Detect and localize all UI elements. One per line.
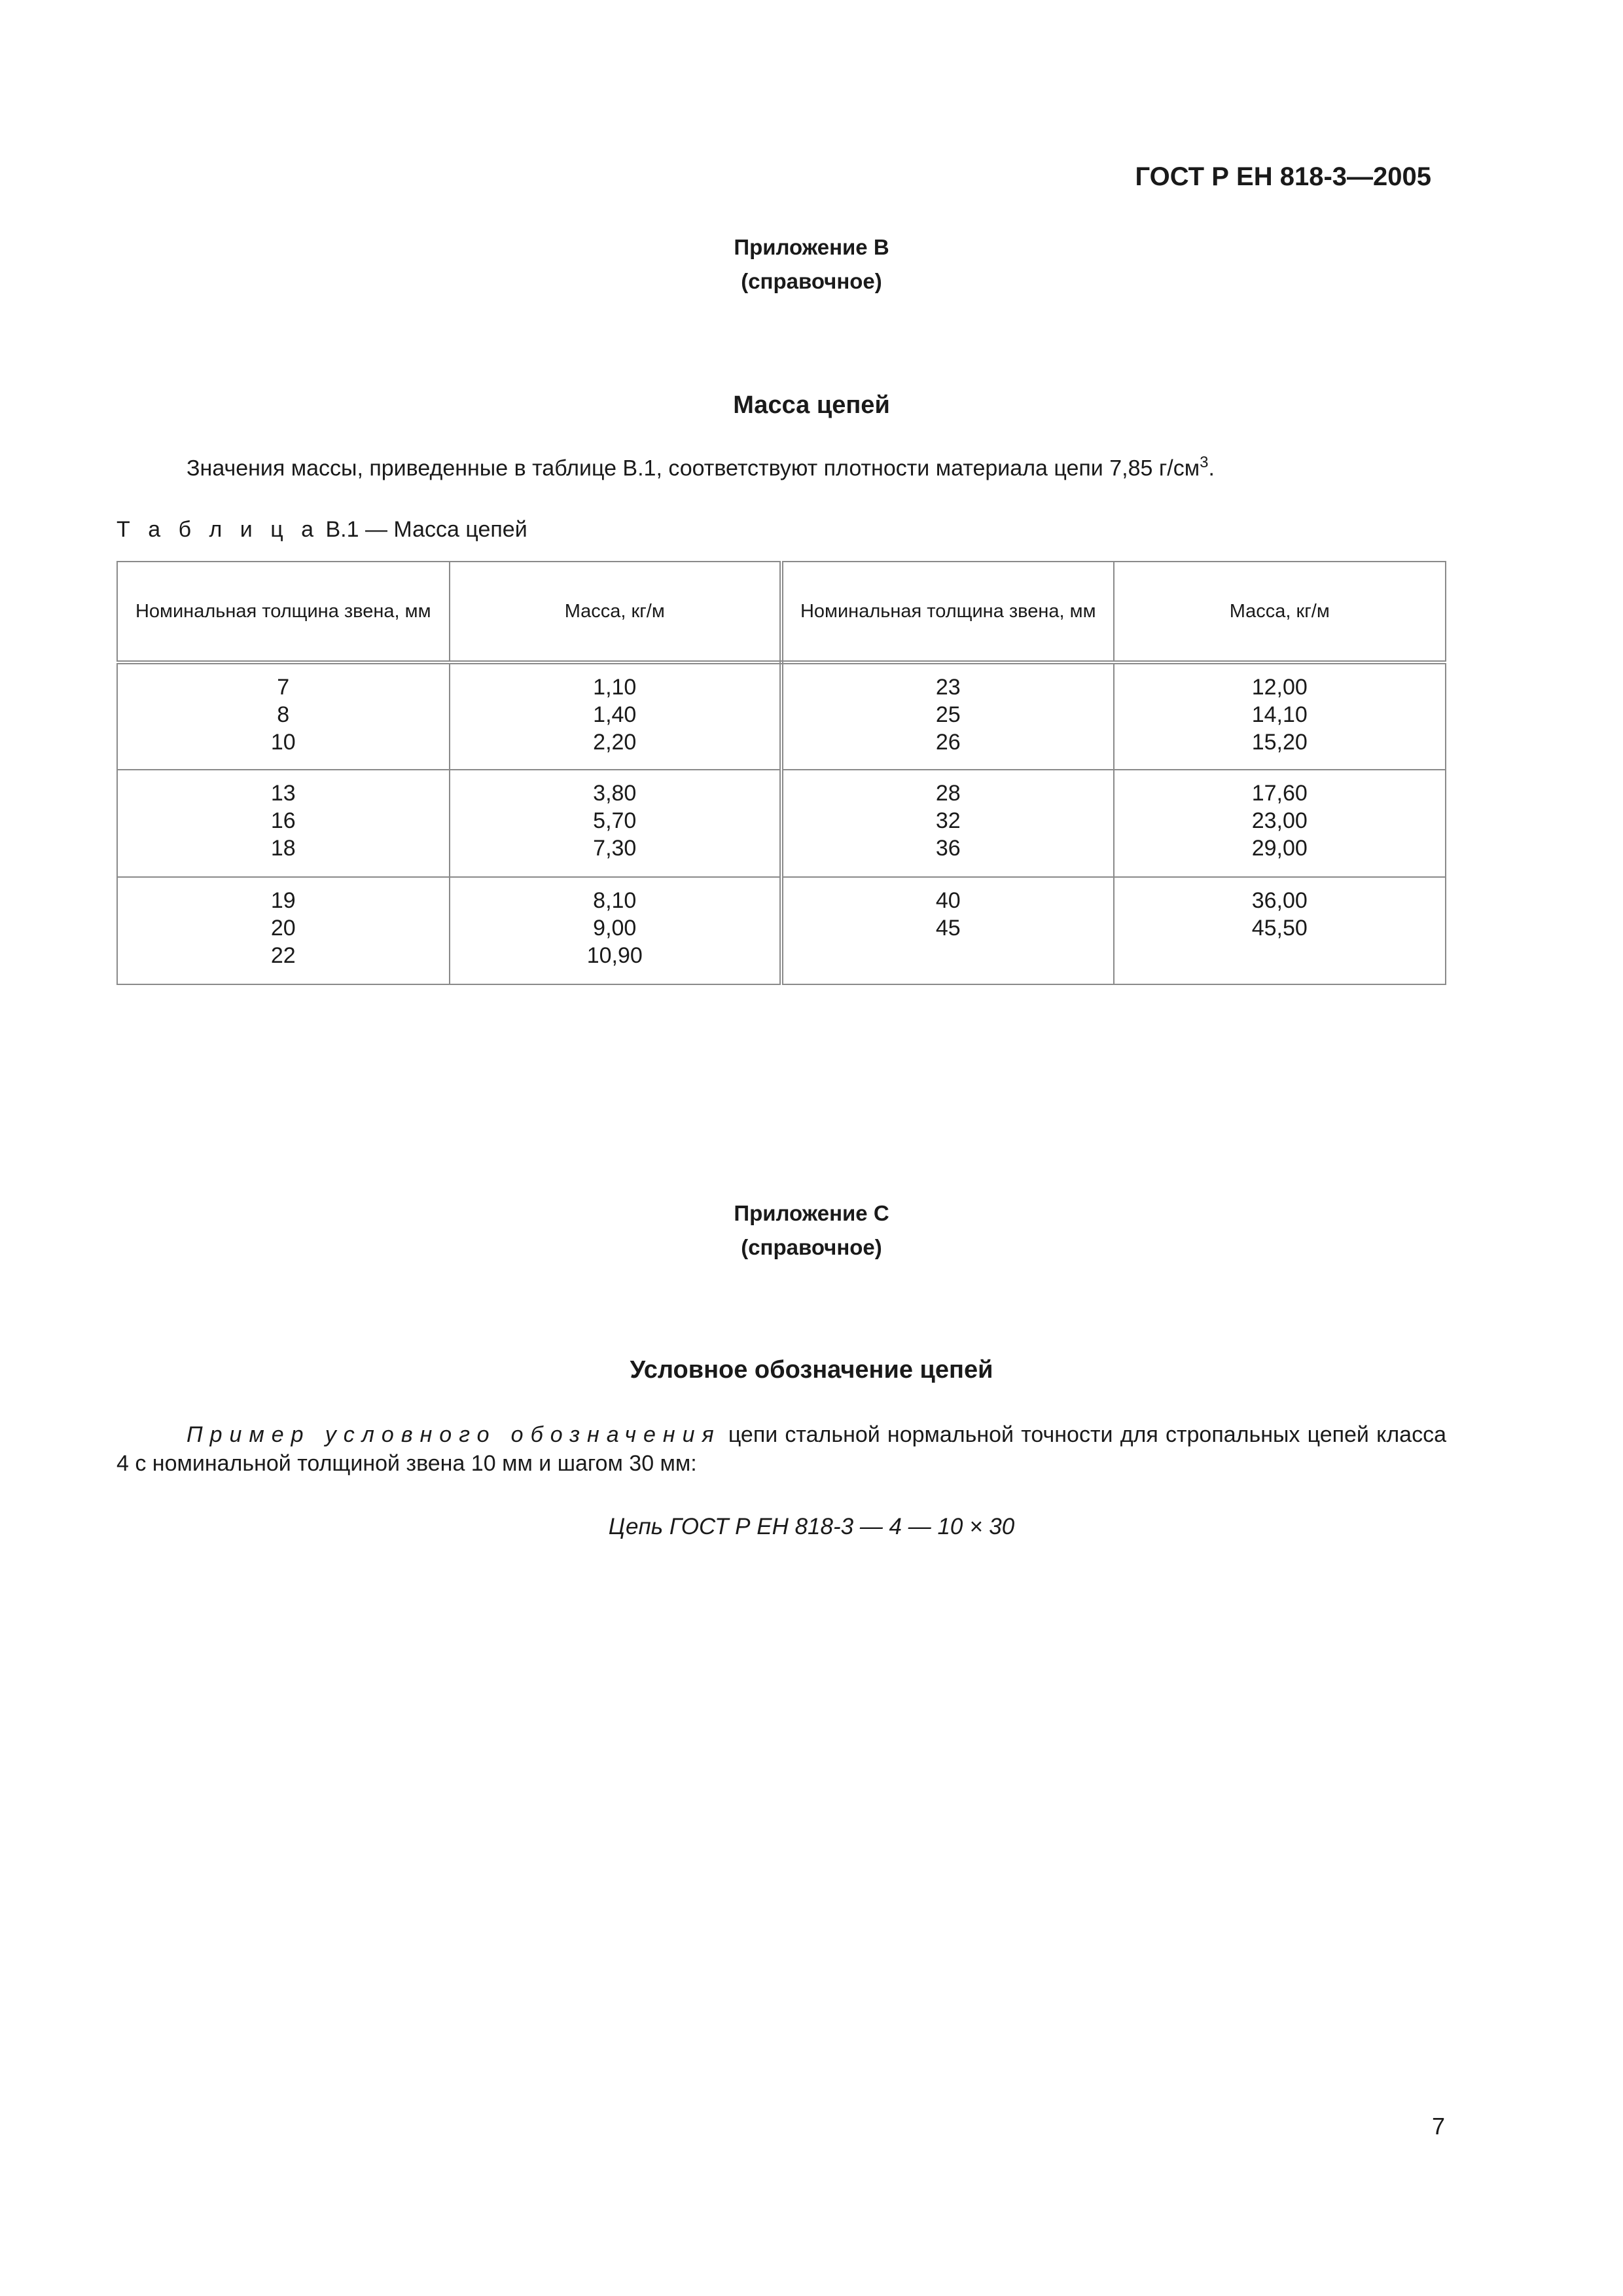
- header-mass-1: Масса, кг/м: [450, 562, 782, 662]
- intro-text: Значения массы, приведенные в таблице B.1, соответствуют плотности материала цепи 7,85 г/см: [187, 456, 1200, 481]
- thickness-1-cell: [117, 770, 450, 877]
- mass-1-cell: [450, 662, 782, 770]
- thickness-1-cell: [117, 877, 450, 984]
- header-thickness-1: Номинальная толщина звена, мм: [117, 562, 450, 662]
- intro-superscript: 3: [1200, 454, 1209, 471]
- table-row: [117, 877, 1446, 984]
- table-value: 7,30: [593, 836, 637, 861]
- table-value: 8,10: [593, 888, 637, 913]
- appendix-b-label: Приложение B: [734, 235, 889, 259]
- designation-formula: Цепь ГОСТ Р ЕН 818-3 — 4 — 10 × 30: [608, 1514, 1015, 1539]
- table-row: [117, 770, 1446, 877]
- appendix-b-title: Масса цепей: [733, 391, 890, 419]
- header-thickness-2: Номинальная толщина звена, мм: [781, 562, 1114, 662]
- table-caption: [116, 517, 527, 543]
- table-value: 9,00: [593, 916, 637, 941]
- appendix-b-status: (справочное): [741, 269, 882, 293]
- mass-1-cell: [450, 877, 782, 984]
- table-header-row: [117, 562, 1446, 662]
- appendix-c-title: Условное обозначение цепей: [630, 1356, 993, 1384]
- appendix-b-intro: [187, 454, 1215, 481]
- thickness-2-cell: [781, 877, 1114, 984]
- table-value: 7: [277, 675, 290, 700]
- intro-end: .: [1208, 456, 1215, 481]
- table-value: 45,50: [1251, 916, 1308, 941]
- table-value: 36,00: [1251, 888, 1308, 913]
- table-value: 15,20: [1251, 730, 1308, 755]
- mass-1-cell: [450, 770, 782, 877]
- thickness-1-cell: [117, 662, 450, 770]
- table-value: 1,10: [593, 675, 637, 700]
- table-value: 28: [935, 781, 961, 806]
- table-value: 36: [935, 836, 961, 861]
- example-text: цепи стальной нормальной точности для стропальных цепей класса 4 с номинальной толщиной звена 10 мм и шагом 30 мм:: [116, 1422, 1446, 1476]
- table-value: 5,70: [593, 808, 637, 833]
- table-value: 45: [935, 916, 961, 941]
- header-mass-2: Масса, кг/м: [1114, 562, 1446, 662]
- table-value: 2,20: [593, 730, 637, 755]
- table-value: 8: [277, 702, 290, 727]
- table-value: 22: [270, 943, 296, 968]
- thickness-2-cell: [781, 662, 1114, 770]
- thickness-2-cell: [781, 770, 1114, 877]
- appendix-c-heading: [0, 1196, 1623, 1265]
- appendix-c-label: Приложение C: [734, 1201, 889, 1225]
- table-caption-rest: B.1 — Масса цепей: [319, 517, 527, 542]
- chain-mass-table: [116, 561, 1446, 985]
- document-code: ГОСТ Р ЕН 818-3—2005: [1135, 162, 1431, 191]
- mass-2-cell: [1114, 770, 1446, 877]
- appendix-b-heading: [0, 230, 1623, 298]
- table-value: 26: [935, 730, 961, 755]
- table-value: 29,00: [1251, 836, 1308, 861]
- example-paragraph: [116, 1420, 1446, 1478]
- table-value: 16: [270, 808, 296, 833]
- table-value: 13: [270, 781, 296, 806]
- table-value: 17,60: [1251, 781, 1308, 806]
- table-value: 23: [935, 675, 961, 700]
- table-value: 20: [270, 916, 296, 941]
- table-value: 10: [270, 730, 296, 755]
- table-value: 19: [270, 888, 296, 913]
- table-value: 18: [270, 836, 296, 861]
- table-value: 23,00: [1251, 808, 1308, 833]
- table-caption-prefix: Т а б л и ц а: [116, 517, 320, 542]
- table-value: 32: [935, 808, 961, 833]
- table-value: 3,80: [593, 781, 637, 806]
- appendix-c-status: (справочное): [741, 1235, 882, 1259]
- table-value: 25: [935, 702, 961, 727]
- table-value: 10,90: [586, 943, 643, 968]
- table-value: 40: [935, 888, 961, 913]
- table-row: [117, 662, 1446, 770]
- page-number: 7: [1432, 2113, 1446, 2140]
- table-value: 12,00: [1251, 675, 1308, 700]
- table-value: 14,10: [1251, 702, 1308, 727]
- mass-2-cell: [1114, 662, 1446, 770]
- table-value: 1,40: [593, 702, 637, 727]
- mass-2-cell: [1114, 877, 1446, 984]
- example-lead: Пример условного обозначения: [187, 1422, 721, 1447]
